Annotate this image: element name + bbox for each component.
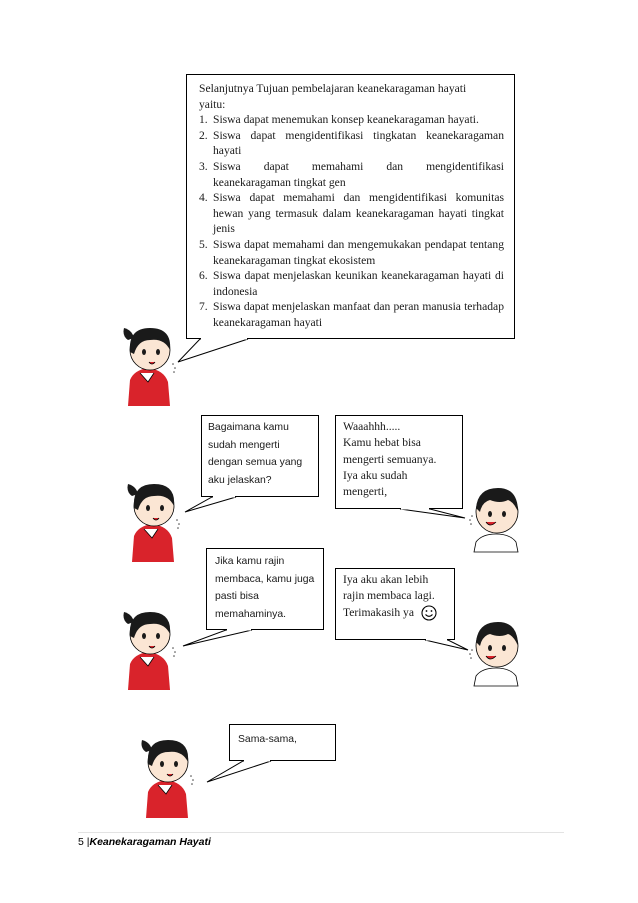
intro-line-1: Selanjutnya Tujuan pembelajaran keanekaragaman hayati: [199, 82, 467, 95]
boy-reply-bubble: [335, 415, 463, 509]
girl-character-icon: [124, 476, 184, 562]
boy-character-icon: [464, 478, 526, 552]
girl-welcome-text: Sama-sama,: [238, 734, 297, 745]
boy-reply-line: Waaahhh.....: [343, 420, 401, 433]
boy-character-icon: [464, 612, 526, 686]
girl-character-icon: [120, 320, 180, 406]
document-title: Keanekaragaman Hayati: [89, 836, 211, 848]
objective-item: [199, 237, 504, 268]
girl-advice-bubble: [206, 548, 324, 630]
objective-item: [199, 268, 504, 299]
boy-promise-line: Terimakasih ya: [343, 605, 414, 619]
girl-character-icon: [138, 732, 198, 818]
smiley-face-icon: [421, 605, 437, 621]
boy-promise-line: Iya aku akan lebih: [343, 573, 429, 586]
page-footer: [78, 836, 211, 848]
objective-number: 4.: [199, 191, 208, 205]
learning-objectives-bubble: [186, 74, 515, 339]
objective-number: 7.: [199, 300, 208, 314]
objective-item: [199, 112, 504, 128]
objective-number: 5.: [199, 237, 208, 251]
boy-reply-line: mengerti,: [343, 485, 388, 499]
girl-question-text: Bagaimana kamu sudah mengerti dengan semua yang aku jelaskan?: [208, 422, 303, 486]
objective-item: [199, 159, 504, 190]
boy-reply-line: Iya aku sudah: [343, 468, 408, 482]
girl-advice-text: Jika kamu rajin membaca, kamu juga pasti bisa memahaminya.: [215, 556, 315, 620]
boy-promise-line: rajin membaca lagi.: [343, 589, 435, 603]
objective-item: [199, 128, 504, 159]
objective-text: Siswa dapat menemukan konsep keanekaragaman hayati.: [213, 113, 479, 127]
objective-number: 3.: [199, 159, 208, 173]
objective-text: Siswa dapat memahami dan mengemukakan pendapat tentang keanekaragaman tingkat ekosistem: [213, 237, 504, 267]
footer-separator: |: [86, 836, 90, 848]
girl-character-icon: [120, 604, 180, 690]
objectives-list: [199, 112, 504, 330]
boy-reply-line: Kamu hebat bisa: [343, 436, 421, 450]
page-number: 5: [78, 836, 84, 848]
objective-number: 1.: [199, 113, 208, 127]
girl-question-bubble: [201, 415, 319, 497]
objective-number: 2.: [199, 128, 208, 142]
girl-welcome-bubble: [229, 724, 336, 761]
objective-number: 6.: [199, 269, 208, 283]
objective-text: Siswa dapat memahami dan mengidentifikasi komunitas hewan yang termasuk dalam keanekaragaman hayati tingkat jenis: [213, 191, 504, 236]
footer-divider: [78, 832, 564, 833]
objective-text: Siswa dapat menjelaskan keunikan keanekaragaman hayati di indonesia: [213, 269, 504, 298]
intro-line-2: yaitu:: [199, 97, 226, 111]
boy-reply-line: mengerti semuanya.: [343, 452, 437, 466]
objective-text: Siswa dapat menjelaskan manfaat dan peran manusia terhadap keanekaragaman hayati: [213, 300, 504, 329]
objective-text: Siswa dapat memahami dan mengidentifikasi keanekaragaman tingkat gen: [213, 159, 504, 189]
objective-text: Siswa dapat mengidentifikasi tingkatan keanekaragaman hayati: [213, 128, 504, 158]
intro-text: [199, 81, 504, 112]
objective-item: [199, 190, 504, 237]
boy-promise-bubble: [335, 568, 455, 640]
objective-item: [199, 299, 504, 330]
